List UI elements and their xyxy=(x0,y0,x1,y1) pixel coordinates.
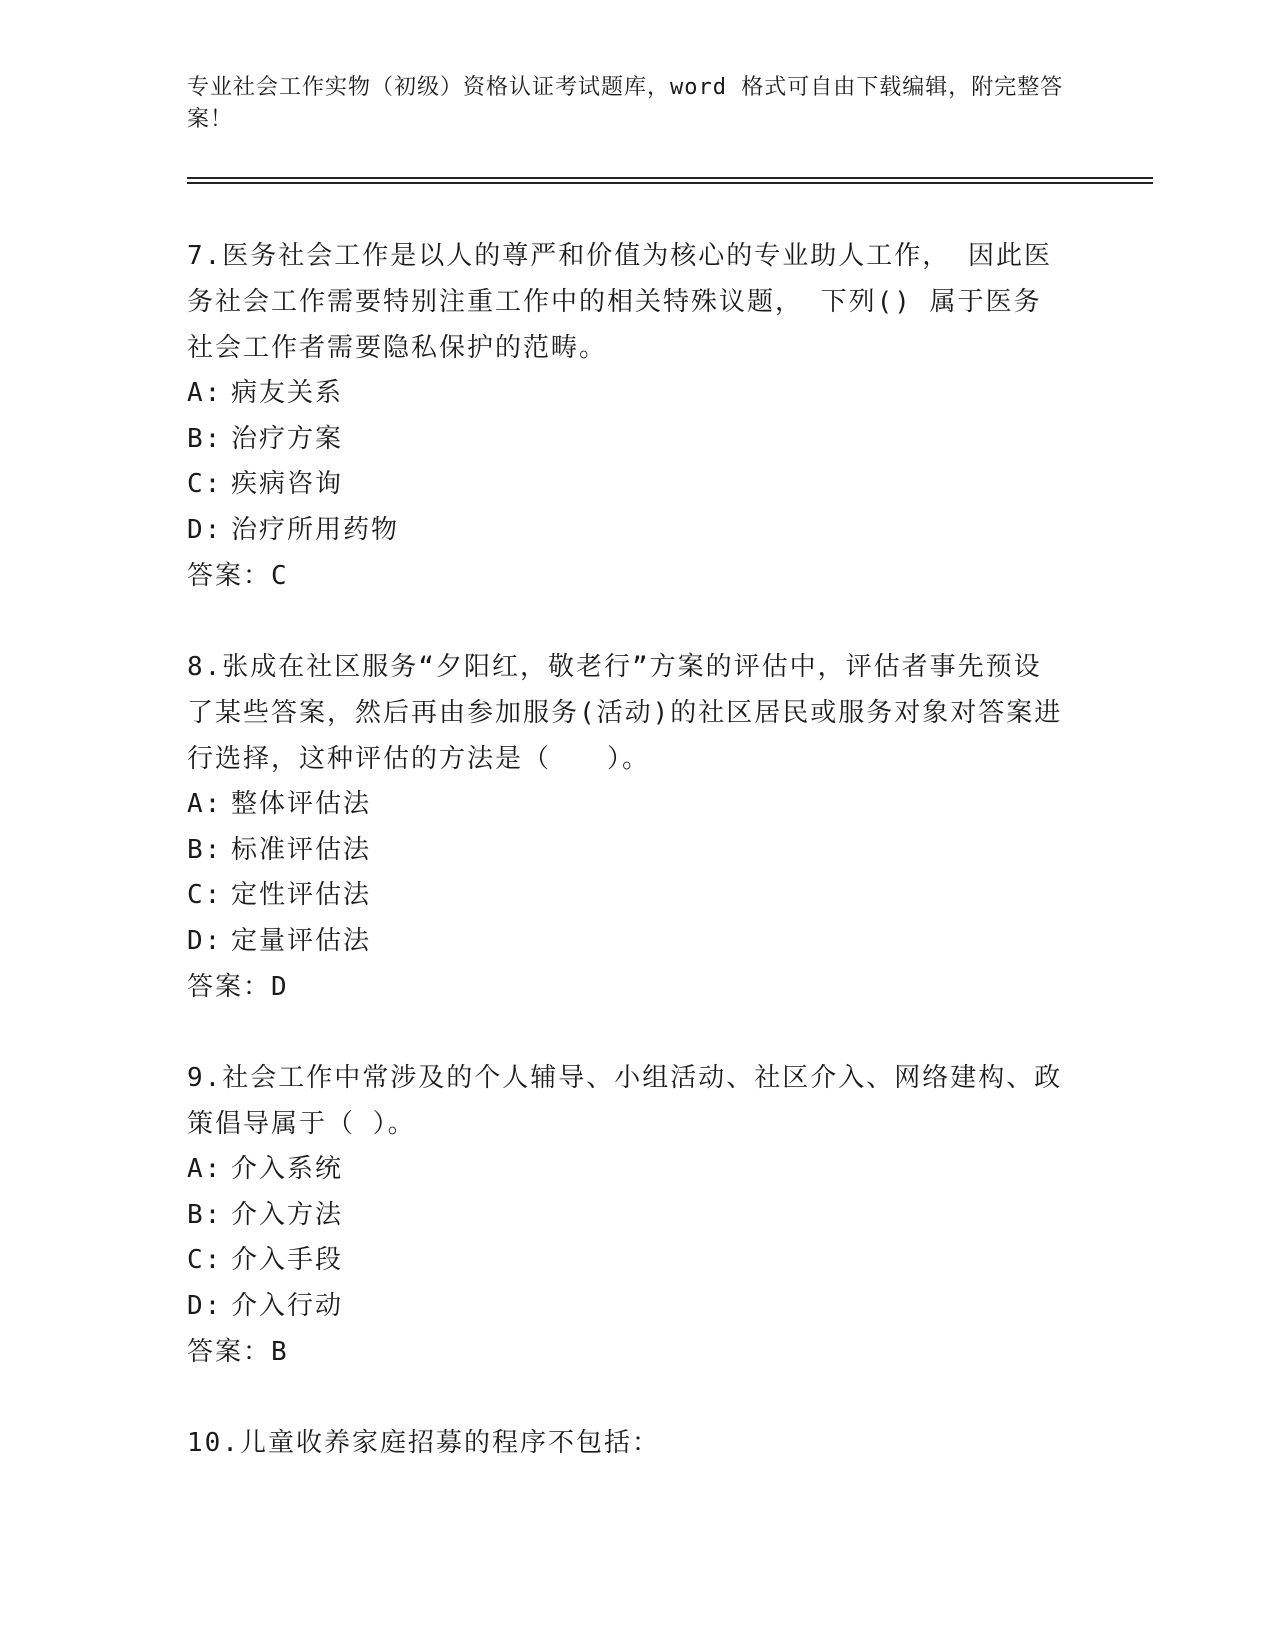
option-d xyxy=(187,1284,1067,1330)
option-a xyxy=(187,371,1067,417)
option-text: 整体评估法 xyxy=(231,789,372,819)
option-letter: A: xyxy=(187,378,223,408)
option-letter: D: xyxy=(187,1290,223,1321)
option-letter: A: xyxy=(187,1154,223,1184)
option-text: 定性评估法 xyxy=(231,880,372,910)
option-c xyxy=(187,462,1067,508)
option-text: 疾病咨询 xyxy=(231,469,344,499)
answer-line: 答案：C xyxy=(187,561,289,591)
option-d xyxy=(187,508,1067,554)
option-b xyxy=(187,417,1067,463)
option-text: 定量评估法 xyxy=(231,925,372,956)
header-intro-text: 专业社会工作实物（初级）资格认证考试题库，word 格式可自由下载编辑，附完整答案！ xyxy=(187,75,1064,132)
option-text: 治疗方案 xyxy=(231,423,344,454)
option-a xyxy=(187,782,1067,828)
question-7 xyxy=(187,233,1067,599)
header-divider-bottom xyxy=(187,182,1153,184)
option-letter: C: xyxy=(187,1245,223,1275)
option-letter: B: xyxy=(187,423,223,454)
option-letter: C: xyxy=(187,469,223,499)
answer-line: 答案：D xyxy=(187,972,289,1002)
option-letter: D: xyxy=(187,514,223,545)
question-10 xyxy=(187,1420,1067,1466)
option-b xyxy=(187,1193,1067,1239)
option-text: 病友关系 xyxy=(231,378,344,408)
option-letter: B: xyxy=(187,834,223,865)
option-text: 介入手段 xyxy=(231,1245,344,1275)
option-text: 治疗所用药物 xyxy=(231,514,400,545)
question-text: 7.医务社会工作是以人的尊严和价值为核心的专业助人工作， 因此医务社会工作需要特别注重工作中的相关特殊议题， 下列() 属于医务社会工作者需要隐私保护的范畴。 xyxy=(187,241,1052,363)
option-b xyxy=(187,828,1067,874)
question-text: 10.儿童收养家庭招募的程序不包括： xyxy=(187,1428,660,1458)
question-8 xyxy=(187,644,1067,1010)
question-text: 9.社会工作中常涉及的个人辅导、小组活动、社区介入、网络建构、政策倡导属于（ ）。 xyxy=(187,1063,1063,1139)
option-letter: A: xyxy=(187,789,223,819)
document-header xyxy=(187,72,1067,136)
option-c xyxy=(187,1238,1067,1284)
question-text: 8.张成在社区服务“夕阳红，敬老行”方案的评估中，评估者事先预设了某些答案，然后再由参加服务(活动)的社区居民或服务对象对答案进行选择，这种评估的方法是（ ）。 xyxy=(187,652,1063,774)
option-text: 介入方法 xyxy=(231,1199,344,1230)
question-9 xyxy=(187,1055,1067,1375)
option-letter: B: xyxy=(187,1199,223,1230)
option-c xyxy=(187,873,1067,919)
option-text: 介入行动 xyxy=(231,1290,344,1321)
option-text: 介入系统 xyxy=(231,1154,344,1184)
header-divider-top xyxy=(187,177,1153,179)
option-d xyxy=(187,919,1067,965)
option-letter: C: xyxy=(187,880,223,910)
option-letter: D: xyxy=(187,925,223,956)
option-text: 标准评估法 xyxy=(231,834,372,865)
option-a xyxy=(187,1147,1067,1193)
answer-line: 答案：B xyxy=(187,1337,289,1367)
